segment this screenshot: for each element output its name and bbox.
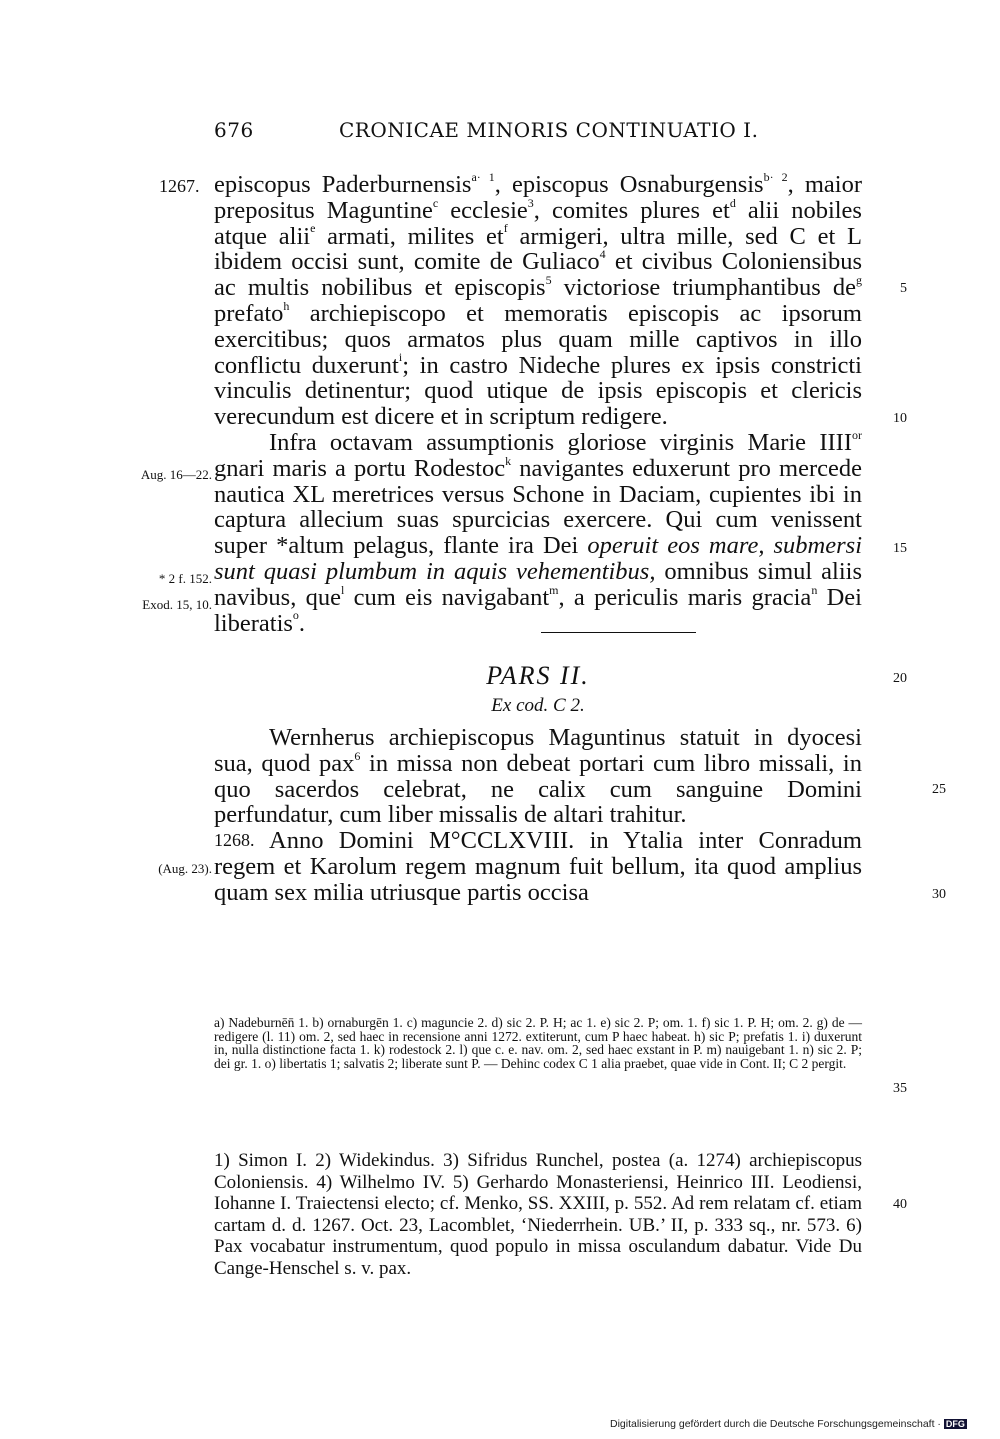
page-number: 676 xyxy=(214,118,254,142)
section-divider xyxy=(541,632,696,633)
main-text xyxy=(140,169,946,906)
paragraph-1: episcopus Paderburnensis$^{a\cdot 1}$, episcopus Osnaburgensis$^{b\cdot 2}$, maior prepositus Maguntine$^c$ ecclesie$^3$, comites plures $et^d$ alii nobiles atque alii$^e$ armati, milites $et^f$ armigeri, ultra mille, sed C et L ibidem occisi sunt, comite de Guliaco$^4$ et civibus Coloniensibus ac multis nobilibus et episcopis$^5$ victoriose triumphantibus $de^g$ prefato$^h$ archiepiscopo et memoratis episcopis ac ipsorum exercitibus; quos armatos plus quam mille captivos in illo conflictu duxerunt$^i$; in castro Nideche plures ex ipsis constricti vinculis detinentur; quod utique de ipsis episcopis et clericis verecundum est dicere et in scriptum redigere. xyxy=(214,169,863,431)
apparatus-text: a) Nadeburnēn̄ 1. b) ornaburgēn 1. c) maguncie 2. d) sic 2. P. H; ac 1. e) sic 2. P; om. 1. f) sic 1. P. H; om. 2. g) de — redigere (l. 11) om. 2, sed haec in recensione anni 1272. extiterunt, cum P haec habeat. h) sic P; prefatis 1. i) duxerunt in, nulla distinctione facta 1. k) rodestock 2. l) que c. e. nav. om. 2, sed haec exstant in P. m) nauigebant 1. n) sic 2. P; dei gr. 1. o) libertatis 1; salvatis 2; liberate sunt P. — Dehinc codex C 1 alia praebet, quae vide in Cont. II; C 2 pergit. xyxy=(214,1015,862,1071)
margin-note-exod: Exod. 15, 10. xyxy=(142,597,212,612)
section-source: Ex cod. C 2. xyxy=(491,695,585,717)
line-number: 15 xyxy=(893,541,907,556)
line-number: 25 xyxy=(932,781,946,797)
digitization-credit: Digitalisierung gefördert durch die Deutsche Forschungsgemeinschaft · DFG xyxy=(610,1418,965,1430)
footnotes xyxy=(214,1150,907,1279)
margin-note-aug: Aug. 16—22. xyxy=(140,467,212,482)
year-1268: 1268. xyxy=(214,830,255,851)
paragraph-2: Infra octavam assumptionis gloriose virginis Marie $IIII^{or}$ gnari maris a portu Rodestoc$^k$ navigantes eduxerunt pro mercede nautica XL meretrices versus Schone in Daciam, cupientes ibi in captura allecium suas spurcicias exercere. Qui cum venissent super *altum pelagus, flante ira Dei operuit eos mare, submersi sunt quasi plumbum in aquis vehementibus, omnibus simul aliis navibus, que$^l$ cum eis navigabant$^m$, a periculis maris gracia$^n$ Dei liberatis$^o$. xyxy=(214,427,863,637)
footnotes-text: 1) Simon I. 2) Widekindus. 3) Sifridus Runchel, postea (a. 1274) archiepiscopus Coloniensis. 4) Wilhelmo IV. 5) Gerhardo Monasteriensi, Heinrico III. Leodiensi, Iohanne I. Traiectensi electo; cf. Menko, SS. XXIII, p. 552. Ad rem relatam cf. etiam cartam d. d. 1267. Oct. 23, Lacomblet, ‘Niederrhein. UB.’ II, p. 333 sq., nr. 573. 6) Pax vocabatur instrumentum, quod populo in missa osculandum dabatur. Vide Du Cange-Henschel s. v. pax. xyxy=(214,1150,862,1279)
paragraph-3: 25 Wernherus archiepiscopus Maguntinus statuit in dyocesi sua, quod pax$^6$ in missa non debeat portari cum libro missali, in quo sacerdos celebrat, ne calix cum sanguine Domini perfundatur, cum liber missalis de altari trahitur. xyxy=(214,723,946,829)
margin-note-folio: * 2 f. 152. xyxy=(158,571,212,586)
margin-note-aug23: (Aug. 23). xyxy=(158,861,212,877)
line-number: 10 xyxy=(893,411,907,426)
line-number: 5 xyxy=(900,281,907,296)
section-title: PARS II. xyxy=(486,661,590,691)
line-number: 35 xyxy=(893,1081,907,1096)
paragraph-4: 1268. (Aug. 23). 30 Anno Domini M°CCLXVIII. in Ytalia inter Conradum regem et Karolum regem magnum fuit bellum, ita quod amplius quam sex milia utriusque partis occisa xyxy=(214,828,862,905)
line-number: 30 xyxy=(932,887,946,903)
dfg-logo: DFG xyxy=(945,1419,965,1429)
textual-apparatus xyxy=(214,1015,907,1096)
line-number: 20 xyxy=(893,671,907,686)
running-title: CRONICAE MINORIS CONTINUATIO I. xyxy=(339,118,759,142)
year-1267: 1267. xyxy=(159,176,200,196)
line-number: 40 xyxy=(893,1197,907,1212)
